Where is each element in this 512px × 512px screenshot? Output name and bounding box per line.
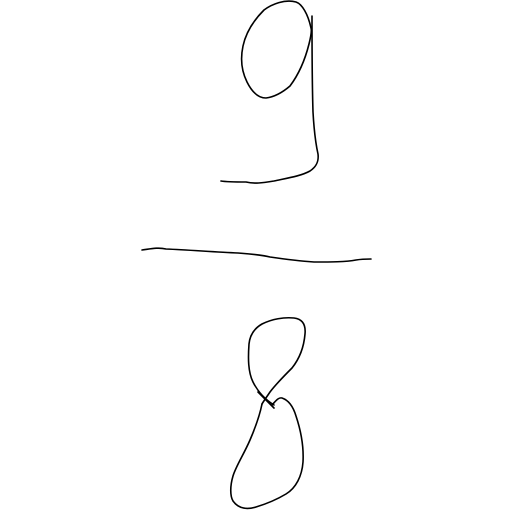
eight-upper-loop	[248, 318, 305, 405]
fraction-bar	[142, 248, 371, 262]
eight-lower-loop	[231, 398, 303, 508]
denominator-digit-eight	[231, 318, 305, 509]
eight-cross-stroke	[258, 392, 274, 408]
numerator-digit-nine	[221, 1, 318, 183]
nine-stem	[221, 16, 318, 183]
nine-loop	[242, 1, 312, 98]
fraction	[142, 1, 371, 508]
